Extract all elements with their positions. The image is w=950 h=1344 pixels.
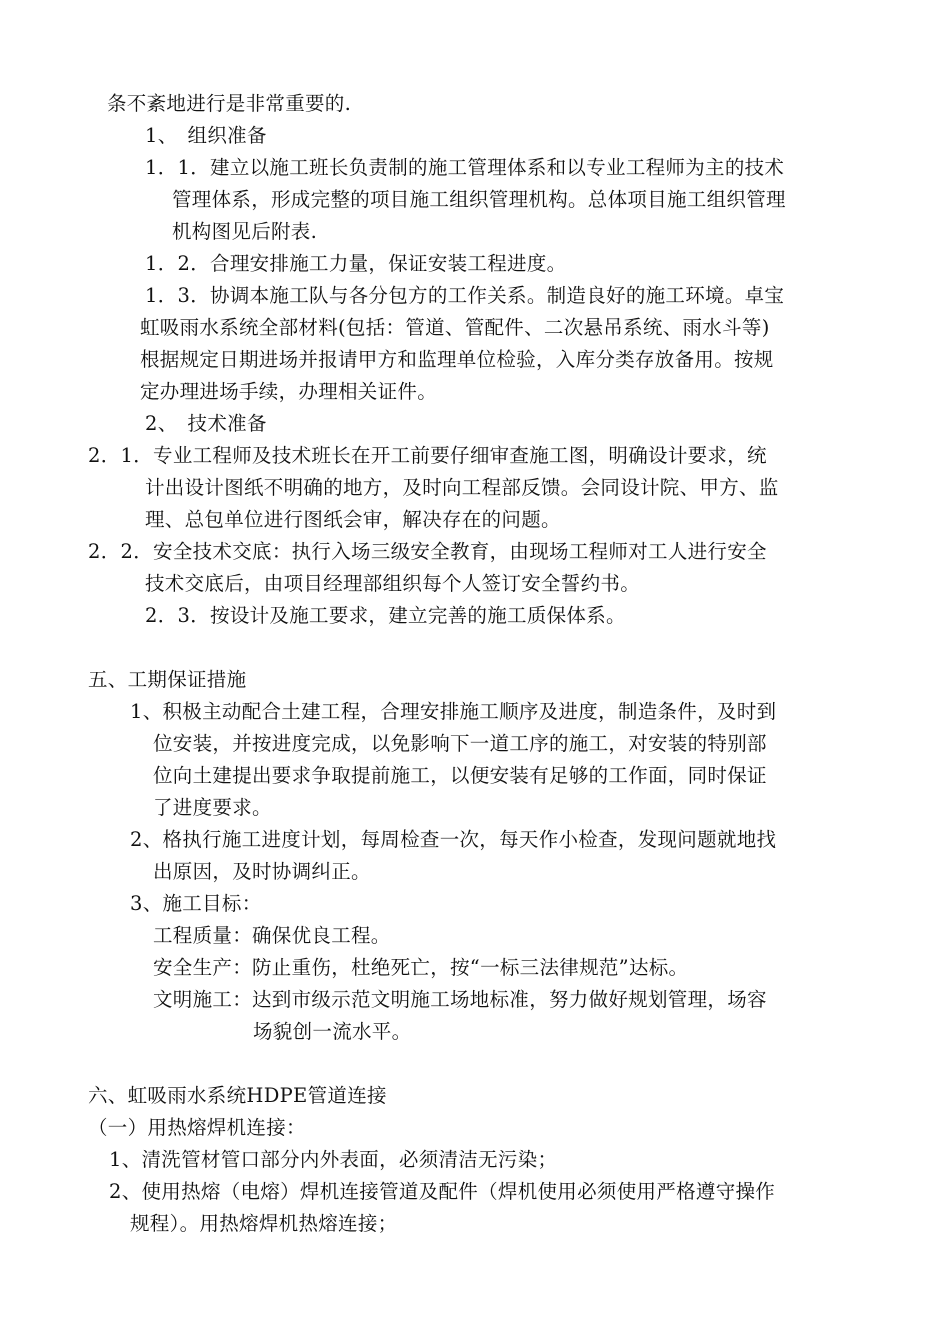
text-line: 条不紊地进行是非常重要的. (107, 92, 352, 115)
chapter-heading: 五、工期保证措施 (88, 668, 247, 691)
text-line: 计出设计图纸不明确的地方，及时向工程部反馈。会同设计院、甲方、监 (145, 476, 779, 499)
text-line: 根据规定日期进场并报请甲方和监理单位检验，入库分类存放备用。按规 (140, 348, 774, 371)
text-line: 文明施工：达到市级示范文明施工场地标准，努力做好规划管理，场容 (153, 988, 767, 1011)
text-line: 2、使用热熔（电熔）焊机连接管道及配件（焊机使用必须使用严格遵守操作 (109, 1180, 776, 1203)
text-line: 工程质量：确保优良工程。 (153, 924, 391, 947)
text-line: 安全生产：防止重伤，杜绝死亡，按“一标三法律规范”达标。 (153, 956, 689, 979)
text-line: 1．2．合理安排施工力量，保证安装工程进度。 (145, 252, 567, 275)
text-line: 位向土建提出要求争取提前施工，以便安装有足够的工作面，同时保证 (153, 764, 767, 787)
text-line: 场貌创一流水平。 (253, 1020, 412, 1043)
text-line: 机构图见后附表. (172, 220, 318, 243)
text-line: 1．3．协调本施工队与各分包方的工作关系。制造良好的施工环境。卓宝 (145, 284, 785, 307)
text-line: 1、清洗管材管口部分内外表面，必须清洁无污染； (109, 1148, 558, 1171)
chapter-heading: 六、虹吸雨水系统HDPE管道连接 (88, 1084, 387, 1107)
section-heading: 2、 技术准备 (145, 412, 267, 435)
text-line: 定办理进场手续，办理相关证件。 (140, 380, 438, 403)
text-line: 2．3．按设计及施工要求，建立完善的施工质保体系。 (145, 604, 626, 627)
text-line: 1、积极主动配合土建工程，合理安排施工顺序及进度，制造条件，及时到 (130, 700, 777, 723)
section-heading: 1、 组织准备 (145, 124, 267, 147)
text-line: 出原因，及时协调纠正。 (153, 860, 371, 883)
text-line: 1．1．建立以施工班长负责制的施工管理体系和以专业工程师为主的技术 (145, 156, 785, 179)
text-line: 规程）。用热熔焊机热熔连接； (130, 1212, 398, 1235)
text-line: 理、总包单位进行图纸会审，解决存在的问题。 (145, 508, 561, 531)
text-line: 2、格执行施工进度计划，每周检查一次，每天作小检查，发现问题就地找 (130, 828, 777, 851)
text-line: 了进度要求。 (153, 796, 272, 819)
text-line: 虹吸雨水系统全部材料(包括：管道、管配件、二次悬吊系统、雨水斗等) (140, 316, 770, 339)
text-line: 2．1．专业工程师及技术班长在开工前要仔细审查施工图，明确设计要求，统 (88, 444, 767, 467)
text-line: 技术交底后，由项目经理部组织每个人签订安全誓约书。 (145, 572, 641, 595)
text-line: 管理体系，形成完整的项目施工组织管理机构。总体项目施工组织管理 (172, 188, 786, 211)
subsection-heading: （一）用热熔焊机连接： (88, 1116, 306, 1139)
text-line: 2．2．安全技术交底：执行入场三级安全教育，由现场工程师对工人进行安全 (88, 540, 767, 563)
text-line: 3、施工目标： (130, 892, 262, 915)
text-line: 位安装，并按进度完成，以免影响下一道工序的施工，对安装的特别部 (153, 732, 767, 755)
